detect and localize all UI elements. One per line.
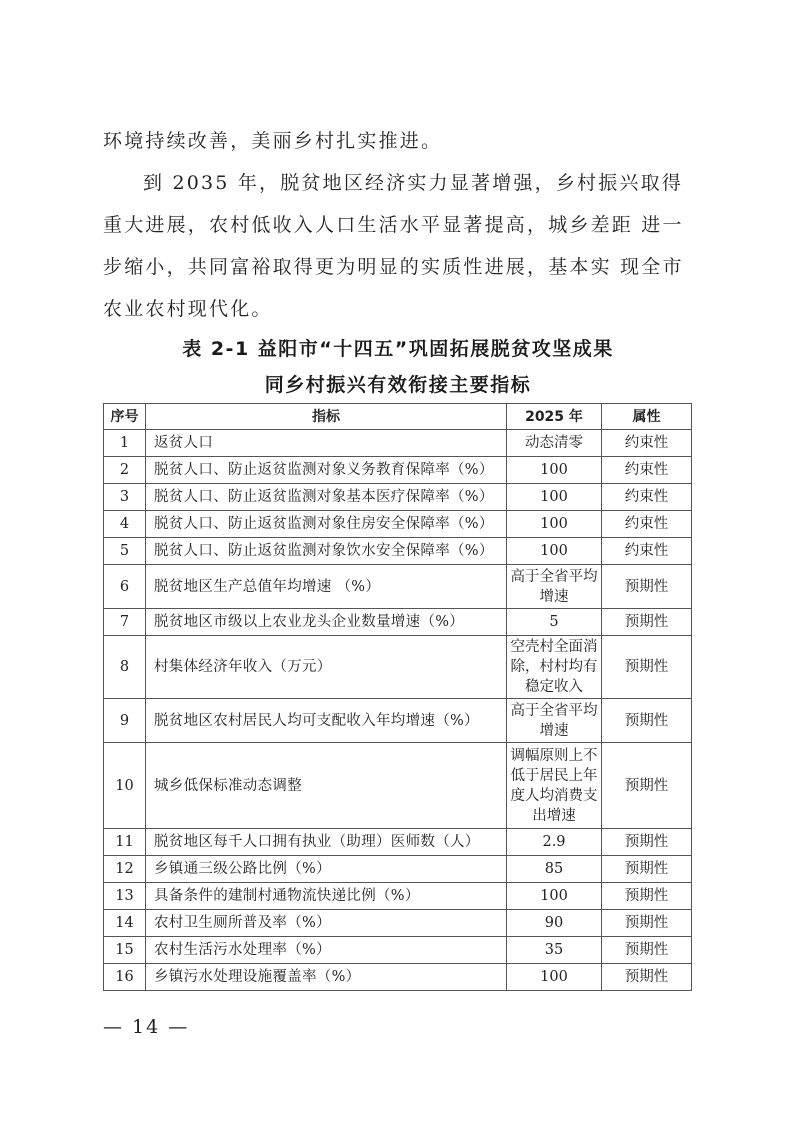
row-target-2025 bbox=[507, 484, 602, 511]
row-attribute: 预期性 bbox=[602, 937, 692, 964]
target-value-line: 2.9 bbox=[542, 834, 566, 850]
target-value-line: 调幅原则上不 bbox=[510, 747, 598, 764]
table-header-row bbox=[104, 404, 692, 430]
target-value-line: 稳定收入 bbox=[525, 679, 583, 695]
table-row bbox=[104, 609, 692, 636]
row-attribute: 预期性 bbox=[602, 743, 692, 829]
row-number: 4 bbox=[104, 511, 146, 538]
row-indicator: 脱贫人口、防止返贫监测对象饮水安全保障率（%） bbox=[146, 538, 507, 565]
target-value-line: 低于居民上年 bbox=[510, 767, 598, 784]
target-value-line: 85 bbox=[544, 861, 564, 877]
row-attribute: 预期性 bbox=[602, 636, 692, 699]
row-number: 16 bbox=[104, 964, 146, 991]
row-indicator: 乡镇污水处理设施覆盖率（%） bbox=[146, 964, 507, 991]
header-2025: 2025 年 bbox=[507, 404, 602, 430]
header-no: 序号 bbox=[104, 404, 146, 430]
target-value-line: 100 bbox=[540, 516, 568, 532]
paragraph-2035-goal: 到 2035 年，脱贫地区经济实力显著增强，乡村振兴取得重大进展，农村低收入人口生活水平显著提高，城乡差距 进一步缩小，共同富裕取得更为明显的实质性进展，基本实 现全市农业农村现代化。 bbox=[103, 172, 684, 320]
table-row bbox=[104, 457, 692, 484]
row-target-2025 bbox=[507, 856, 602, 883]
row-indicator: 具备条件的建制村通物流快递比例（%） bbox=[146, 883, 507, 910]
table-body bbox=[104, 430, 692, 991]
row-attribute: 约束性 bbox=[602, 511, 692, 538]
row-number: 7 bbox=[104, 609, 146, 636]
paragraph-continuation: 环境持续改善，美丽乡村扎实推进。 bbox=[103, 130, 443, 152]
row-attribute: 预期性 bbox=[602, 609, 692, 636]
row-attribute: 预期性 bbox=[602, 910, 692, 937]
row-target-2025 bbox=[507, 883, 602, 910]
row-indicator: 城乡低保标准动态调整 bbox=[146, 743, 507, 829]
row-target-2025 bbox=[507, 511, 602, 538]
target-value-line: 5 bbox=[549, 614, 559, 630]
target-value-line: 高于全省平均 bbox=[510, 568, 598, 585]
row-attribute: 预期性 bbox=[602, 565, 692, 609]
target-value-line: 出增速 bbox=[532, 807, 576, 824]
table-row bbox=[104, 937, 692, 964]
target-value-line: 90 bbox=[544, 915, 564, 931]
row-number: 8 bbox=[104, 636, 146, 699]
row-indicator: 脱贫地区农村居民人均可支配收入年均增速（%） bbox=[146, 699, 507, 743]
row-target-2025 bbox=[507, 457, 602, 484]
table-caption-line-2: 同乡村振兴有效衔接主要指标 bbox=[264, 374, 532, 396]
target-value-line: 100 bbox=[540, 543, 568, 559]
row-number: 3 bbox=[104, 484, 146, 511]
row-indicator: 返贫人口 bbox=[146, 430, 507, 457]
row-attribute: 约束性 bbox=[602, 484, 692, 511]
row-number: 10 bbox=[104, 743, 146, 829]
row-attribute: 预期性 bbox=[602, 856, 692, 883]
row-indicator: 脱贫地区生产总值年均增速 （%） bbox=[146, 565, 507, 609]
row-number: 11 bbox=[104, 829, 146, 856]
row-number: 9 bbox=[104, 699, 146, 743]
table-row bbox=[104, 883, 692, 910]
table-row bbox=[104, 636, 692, 699]
row-number: 5 bbox=[104, 538, 146, 565]
table-row bbox=[104, 538, 692, 565]
table-row bbox=[104, 829, 692, 856]
table-row bbox=[104, 964, 692, 991]
row-target-2025 bbox=[507, 430, 602, 457]
row-number: 14 bbox=[104, 910, 146, 937]
table-row bbox=[104, 484, 692, 511]
row-target-2025 bbox=[507, 636, 602, 699]
target-value-line: 空壳村全面消 bbox=[510, 639, 598, 655]
indicators-table bbox=[103, 403, 692, 991]
row-number: 12 bbox=[104, 856, 146, 883]
table-row bbox=[104, 565, 692, 609]
row-attribute: 约束性 bbox=[602, 538, 692, 565]
row-indicator: 农村生活污水处理率（%） bbox=[146, 937, 507, 964]
row-target-2025 bbox=[507, 538, 602, 565]
row-attribute: 预期性 bbox=[602, 699, 692, 743]
target-value-line: 100 bbox=[540, 462, 568, 478]
target-value-line: 100 bbox=[540, 969, 568, 985]
target-value-line: 100 bbox=[540, 489, 568, 505]
row-number: 13 bbox=[104, 883, 146, 910]
row-indicator: 村集体经济年收入（万元） bbox=[146, 636, 507, 699]
table-row bbox=[104, 699, 692, 743]
row-target-2025 bbox=[507, 829, 602, 856]
row-target-2025 bbox=[507, 937, 602, 964]
table-row bbox=[104, 511, 692, 538]
row-indicator: 脱贫地区每千人口拥有执业（助理）医师数（人） bbox=[146, 829, 507, 856]
row-target-2025 bbox=[507, 699, 602, 743]
row-target-2025 bbox=[507, 609, 602, 636]
row-number: 1 bbox=[104, 430, 146, 457]
row-indicator: 脱贫人口、防止返贫监测对象基本医疗保障率（%） bbox=[146, 484, 507, 511]
target-value-line: 增速 bbox=[539, 588, 569, 605]
target-value-line: 除，村村均有 bbox=[510, 659, 598, 675]
row-target-2025 bbox=[507, 565, 602, 609]
row-indicator: 脱贫人口、防止返贫监测对象住房安全保障率（%） bbox=[146, 511, 507, 538]
header-indicator: 指标 bbox=[146, 404, 507, 430]
row-attribute: 预期性 bbox=[602, 964, 692, 991]
row-attribute: 约束性 bbox=[602, 430, 692, 457]
target-value-line: 动态清零 bbox=[525, 435, 583, 451]
table-row bbox=[104, 430, 692, 457]
row-target-2025 bbox=[507, 964, 602, 991]
target-value-line: 增速 bbox=[539, 722, 569, 739]
row-indicator: 脱贫人口、防止返贫监测对象义务教育保障率（%） bbox=[146, 457, 507, 484]
target-value-line: 度人均消费支 bbox=[510, 787, 598, 804]
row-indicator: 农村卫生厕所普及率（%） bbox=[146, 910, 507, 937]
row-number: 2 bbox=[104, 457, 146, 484]
row-target-2025 bbox=[507, 910, 602, 937]
table-row bbox=[104, 856, 692, 883]
header-attribute: 属性 bbox=[602, 404, 692, 430]
page-number: — 14 — bbox=[103, 1016, 190, 1038]
table-row bbox=[104, 743, 692, 829]
table-row bbox=[104, 910, 692, 937]
target-value-line: 100 bbox=[540, 888, 568, 904]
target-value-line: 高于全省平均 bbox=[510, 702, 598, 719]
row-attribute: 约束性 bbox=[602, 457, 692, 484]
row-number: 15 bbox=[104, 937, 146, 964]
row-attribute: 预期性 bbox=[602, 883, 692, 910]
row-indicator: 乡镇通三级公路比例（%） bbox=[146, 856, 507, 883]
row-target-2025 bbox=[507, 743, 602, 829]
table-caption-line-1: 表 2-1 益阳市“十四五”巩固拓展脱贫攻坚成果 bbox=[182, 338, 614, 360]
row-attribute: 预期性 bbox=[602, 829, 692, 856]
row-number: 6 bbox=[104, 565, 146, 609]
row-indicator: 脱贫地区市级以上农业龙头企业数量增速（%） bbox=[146, 609, 507, 636]
target-value-line: 35 bbox=[544, 942, 564, 958]
